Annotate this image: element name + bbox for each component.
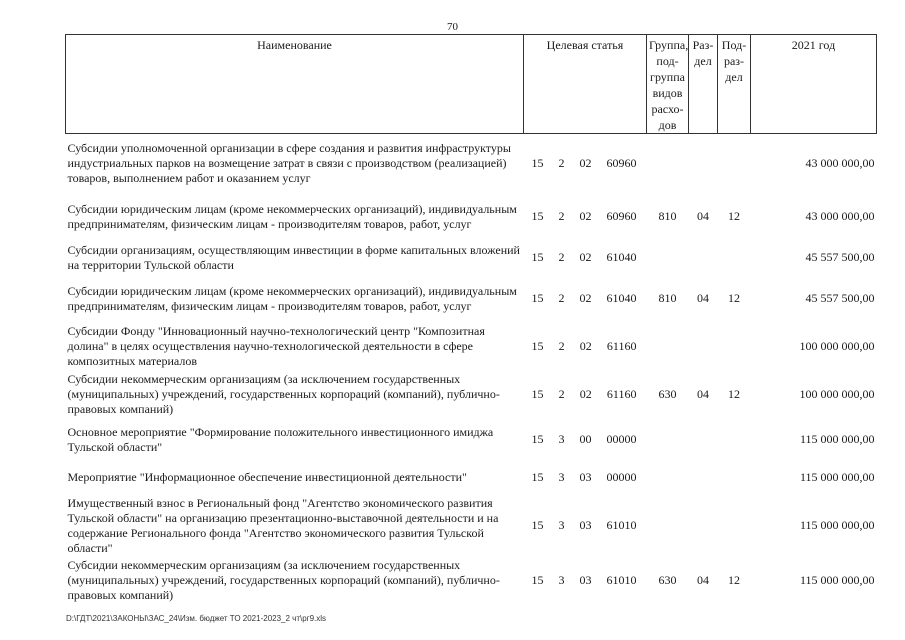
row-group (647, 240, 689, 276)
row-razdel (689, 240, 718, 276)
target-article-cs3: 03 (579, 573, 592, 587)
row-podrazdel: 12 (728, 291, 740, 305)
row-razdel (689, 462, 718, 494)
table-row (66, 418, 877, 462)
row-target-article (524, 240, 647, 276)
row-podrazdel (718, 134, 751, 194)
page-number: 70 (447, 21, 458, 33)
row-amount: 115 000 000,00 (799, 573, 875, 587)
target-article-cs1: 15 (531, 250, 544, 264)
row-target-article (524, 418, 647, 462)
row-razdel: 04 (697, 291, 709, 305)
row-amount: 100 000 000,00 (799, 387, 875, 401)
target-article-cs4: 60960 (606, 156, 637, 171)
row-podrazdel (718, 240, 751, 276)
target-article-cs2: 2 (558, 291, 565, 305)
header-podrazdel: Под-раз-дел (718, 35, 751, 134)
table-row (66, 194, 877, 240)
target-article-cs4: 61040 (606, 250, 637, 264)
row-group (647, 322, 689, 372)
row-target-article (524, 194, 647, 240)
row-group (647, 418, 689, 462)
target-article-cs1: 15 (531, 291, 544, 305)
row-group: 630 (658, 573, 677, 587)
target-article-cs1: 15 (531, 209, 544, 223)
row-amount: 100 000 000,00 (799, 339, 875, 353)
row-amount: 43 000 000,00 (805, 156, 875, 171)
table-row (66, 134, 877, 194)
target-article-cs1: 15 (531, 518, 544, 532)
row-target-article (524, 134, 647, 194)
target-article-cs4: 61040 (606, 291, 637, 305)
row-target-article (524, 558, 647, 604)
row-razdel: 04 (697, 573, 709, 587)
table-row (66, 558, 877, 604)
row-razdel (689, 322, 718, 372)
table-row (66, 462, 877, 494)
target-article-cs4: 00000 (606, 432, 637, 446)
target-article-cs4: 60960 (606, 209, 637, 223)
target-article-cs2: 2 (558, 387, 565, 401)
target-article-cs4: 00000 (606, 470, 637, 484)
row-name: Субсидии некоммерческим организациям (за исключением государственных (муниципальных) учреждений, государственных корпораций (компаний), публично-правовых компаний) (67, 372, 500, 416)
row-amount: 115 000 000,00 (799, 470, 875, 484)
row-target-article (524, 372, 647, 418)
table-row (66, 276, 877, 322)
row-name: Имущественный взнос в Региональный фонд "Агентство экономического развития Тульской области" на организацию презентационно-выставочной деятельности и на содержание Регионального фонда "Агентство экономического развития Тульской области" (67, 495, 499, 555)
file-path-footer: D:\ГДТ\2021\ЗАКОНЫ\ЗАС_24\Изм. бюджет ТО 2021-2023_2 чт\рг9.xls (66, 614, 327, 623)
target-article-cs2: 2 (558, 339, 565, 353)
row-name: Основное мероприятие "Формирование положительного инвестиционного имиджа Тульской области" (67, 424, 494, 454)
target-article-cs4: 61160 (606, 387, 637, 401)
row-name: Субсидии некоммерческим организациям (за исключением государственных (муниципальных) учреждений, государственных корпораций (компаний), публично-правовых компаний) (67, 558, 500, 602)
row-razdel: 04 (697, 387, 709, 401)
target-article-cs3: 02 (579, 387, 592, 401)
row-podrazdel (718, 418, 751, 462)
row-amount: 115 000 000,00 (799, 432, 875, 446)
target-article-cs3: 02 (579, 339, 592, 353)
row-razdel (689, 134, 718, 194)
target-article-cs2: 2 (558, 209, 565, 223)
row-podrazdel: 12 (728, 387, 740, 401)
table-row (66, 494, 877, 558)
target-article-cs3: 03 (579, 470, 592, 484)
row-amount: 115 000 000,00 (799, 518, 875, 532)
target-article-cs2: 2 (558, 250, 565, 264)
target-article-cs3: 02 (579, 156, 592, 171)
table-row (66, 322, 877, 372)
target-article-cs3: 00 (579, 432, 592, 446)
row-name: Субсидии Фонду "Инновационный научно-технологический центр "Композитная долина" в целях осуществления научно-технологической деятельности в сфере композитных материалов (67, 324, 485, 368)
target-article-cs1: 15 (531, 432, 544, 446)
target-article-cs2: 3 (558, 470, 565, 484)
table-row (66, 372, 877, 418)
row-group (647, 462, 689, 494)
row-amount: 45 557 500,00 (805, 291, 875, 305)
target-article-cs1: 15 (531, 339, 544, 353)
header-year: 2021 год (751, 35, 877, 134)
row-name: Субсидии юридическим лицам (кроме некоммерческих организаций), индивидуальным предпринимателям, физическим лицам - производителям товаров, работ, услуг (67, 201, 517, 231)
target-article-cs1: 15 (531, 573, 544, 587)
budget-table (65, 34, 877, 604)
row-target-article (524, 494, 647, 558)
row-podrazdel (718, 322, 751, 372)
table-header-row (66, 35, 877, 134)
row-group (647, 134, 689, 194)
target-article-cs4: 61160 (606, 339, 637, 353)
target-article-cs4: 61010 (606, 518, 637, 532)
row-target-article (524, 462, 647, 494)
row-amount: 43 000 000,00 (805, 209, 875, 223)
header-group: Группа, под-группа видов расхо-дов (647, 35, 689, 134)
row-razdel: 04 (697, 209, 709, 223)
target-article-cs3: 02 (579, 250, 592, 264)
row-name: Мероприятие "Информационное обеспечение инвестиционной деятельности" (67, 470, 467, 484)
row-group: 630 (658, 387, 677, 401)
row-target-article (524, 322, 647, 372)
row-amount: 45 557 500,00 (805, 250, 875, 264)
row-name: Субсидии юридическим лицам (кроме некоммерческих организаций), индивидуальным предпринимателям, физическим лицам - производителям товаров, работ, услуг (67, 283, 517, 313)
target-article-cs1: 15 (531, 387, 544, 401)
target-article-cs3: 02 (579, 209, 592, 223)
header-name: Наименование (66, 35, 524, 134)
target-article-cs3: 03 (579, 518, 592, 532)
target-article-cs1: 15 (531, 156, 544, 171)
row-razdel (689, 494, 718, 558)
target-article-cs2: 2 (558, 156, 565, 171)
header-target-article: Целевая статья (524, 35, 647, 134)
row-podrazdel (718, 462, 751, 494)
table-row (66, 240, 877, 276)
row-target-article (524, 276, 647, 322)
header-razdel: Раз-дел (689, 35, 718, 134)
row-podrazdel: 12 (728, 209, 740, 223)
row-name: Субсидии организациям, осуществляющим инвестиции в форме капитальных вложений на территории Тульской области (67, 242, 520, 272)
target-article-cs2: 3 (558, 518, 565, 532)
target-article-cs2: 3 (558, 573, 565, 587)
row-group: 810 (658, 209, 677, 223)
row-group: 810 (658, 291, 677, 305)
row-group (647, 494, 689, 558)
target-article-cs4: 61010 (606, 573, 637, 587)
row-name: Субсидии уполномоченной организации в сфере создания и развития инфраструктуры индустриальных парков на возмещение затрат в связи с производством (реализацией) товаров, выполнением работ и оказанием услуг (67, 141, 511, 186)
target-article-cs2: 3 (558, 432, 565, 446)
target-article-cs3: 02 (579, 291, 592, 305)
row-razdel (689, 418, 718, 462)
target-article-cs1: 15 (531, 470, 544, 484)
row-podrazdel (718, 494, 751, 558)
row-podrazdel: 12 (728, 573, 740, 587)
